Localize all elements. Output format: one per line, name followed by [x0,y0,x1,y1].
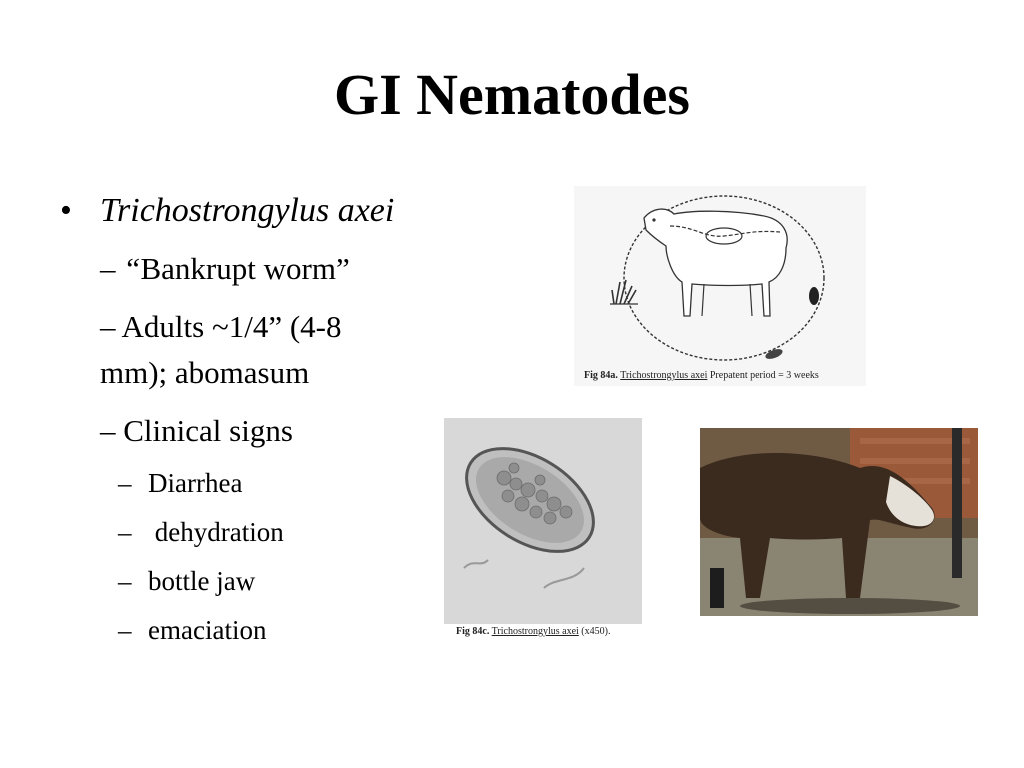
dash-icon: – [118,566,132,596]
calf-photo [700,428,978,616]
sign-item [118,562,255,600]
sub-item-clinical-signs: – Clinical signs [100,413,293,448]
egg-micrograph-figure [444,418,642,644]
bullet-species [60,188,394,234]
dash-icon: – [118,615,132,645]
lifecycle-caption: Fig 84a. Trichostrongylus axei Prepatent period = 3 weeks [584,370,819,381]
adults-line-1: – Adults ~1/4” (4-8 [100,309,342,344]
lifecycle-diagram [574,186,866,386]
sub-item-dash: – [100,251,124,286]
adults-line-2: mm); abomasum [100,355,310,390]
calf-photo-illustration [700,428,978,616]
sub-item-text: Bankrupt worm” [140,251,350,286]
sign-text: Diarrhea [148,468,243,498]
sub-item-adults [100,304,342,396]
dash-icon: – [118,468,132,498]
dash-icon: – [118,517,132,547]
bullet-dot-icon: • [60,192,72,229]
sign-item [118,513,284,551]
egg-micrograph [444,418,642,624]
sign-text: bottle jaw [148,566,256,596]
sign-item [118,464,242,502]
sign-text: emaciation [148,615,267,645]
species-name: Trichostrongylus axei [100,192,395,229]
sub-item-bankrupt-worm [100,246,350,292]
lifecycle-figure [574,186,866,386]
slide-title: GI Nematodes [333,62,690,127]
egg-caption: Fig 84c. Trichostrongylus axei (x450). [456,626,611,637]
sign-text: dehydration [148,517,284,547]
sign-item [118,611,266,649]
open-quote: “ [123,251,141,286]
